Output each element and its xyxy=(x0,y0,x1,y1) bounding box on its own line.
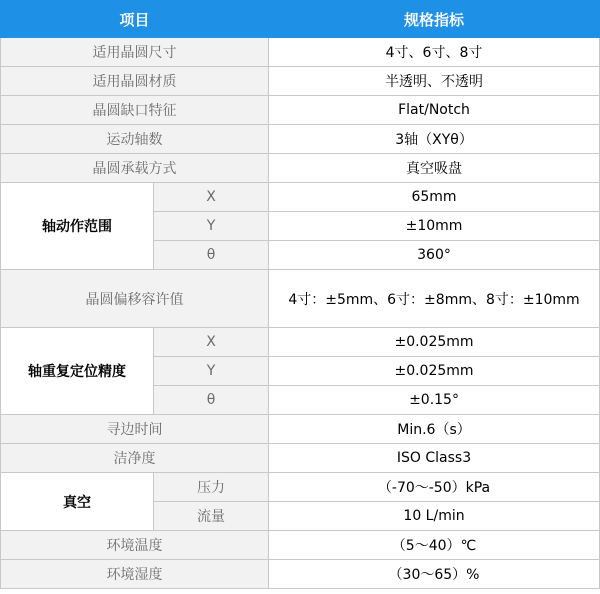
group-label: 轴重复定位精度 xyxy=(1,328,154,415)
table-row xyxy=(1,38,600,67)
row-value: （30～65）% xyxy=(269,560,600,589)
row-value: Flat/Notch xyxy=(269,96,600,125)
row-label: 环境温度 xyxy=(1,531,269,560)
table-row xyxy=(1,270,600,328)
row-label: 适用晶圆材质 xyxy=(1,67,269,96)
row-value: 4寸、6寸、8寸 xyxy=(269,38,600,67)
table-row xyxy=(1,473,600,502)
table-row xyxy=(1,560,600,589)
row-label: 晶圆偏移容许值 xyxy=(1,270,269,328)
row-value: Min.6（s） xyxy=(269,415,600,444)
table-row xyxy=(1,154,600,183)
header-row xyxy=(1,1,600,38)
row-value: ±0.025mm xyxy=(269,328,600,357)
group-label: 轴动作范围 xyxy=(1,183,154,270)
table-row xyxy=(1,183,600,212)
row-value: 65mm xyxy=(269,183,600,212)
row-value: ISO Class3 xyxy=(269,444,600,473)
table-row xyxy=(1,531,600,560)
row-label: 洁净度 xyxy=(1,444,269,473)
row-value: 360° xyxy=(269,241,600,270)
row-value: 真空吸盘 xyxy=(269,154,600,183)
row-label: 晶圆缺口特征 xyxy=(1,96,269,125)
row-value: ±0.025mm xyxy=(269,357,600,386)
table-row xyxy=(1,67,600,96)
row-value: ±0.15° xyxy=(269,386,600,415)
axis-label: Y xyxy=(154,357,269,386)
group-label: 真空 xyxy=(1,473,154,531)
row-value: （-70～-50）kPa xyxy=(269,473,600,502)
table-row xyxy=(1,444,600,473)
row-value: 10 L/min xyxy=(269,502,600,531)
header-item: 项目 xyxy=(1,1,269,38)
row-label: 运动轴数 xyxy=(1,125,269,154)
param-label: 流量 xyxy=(154,502,269,531)
axis-label: X xyxy=(154,328,269,357)
param-label: 压力 xyxy=(154,473,269,502)
row-value: （5～40）℃ xyxy=(269,531,600,560)
axis-label: Y xyxy=(154,212,269,241)
table-row xyxy=(1,415,600,444)
row-label: 环境湿度 xyxy=(1,560,269,589)
table-row xyxy=(1,96,600,125)
axis-label: X xyxy=(154,183,269,212)
row-value: 4寸：±5mm、6寸：±8mm、8寸：±10mm xyxy=(269,270,600,328)
row-value: 半透明、不透明 xyxy=(269,67,600,96)
axis-label: θ xyxy=(154,386,269,415)
row-value: 3轴（XYθ） xyxy=(269,125,600,154)
row-label: 寻边时间 xyxy=(1,415,269,444)
header-spec: 规格指标 xyxy=(269,1,600,38)
axis-label: θ xyxy=(154,241,269,270)
row-value: ±10mm xyxy=(269,212,600,241)
table-row xyxy=(1,328,600,357)
table-row xyxy=(1,125,600,154)
row-label: 适用晶圆尺寸 xyxy=(1,38,269,67)
row-label: 晶圆承载方式 xyxy=(1,154,269,183)
